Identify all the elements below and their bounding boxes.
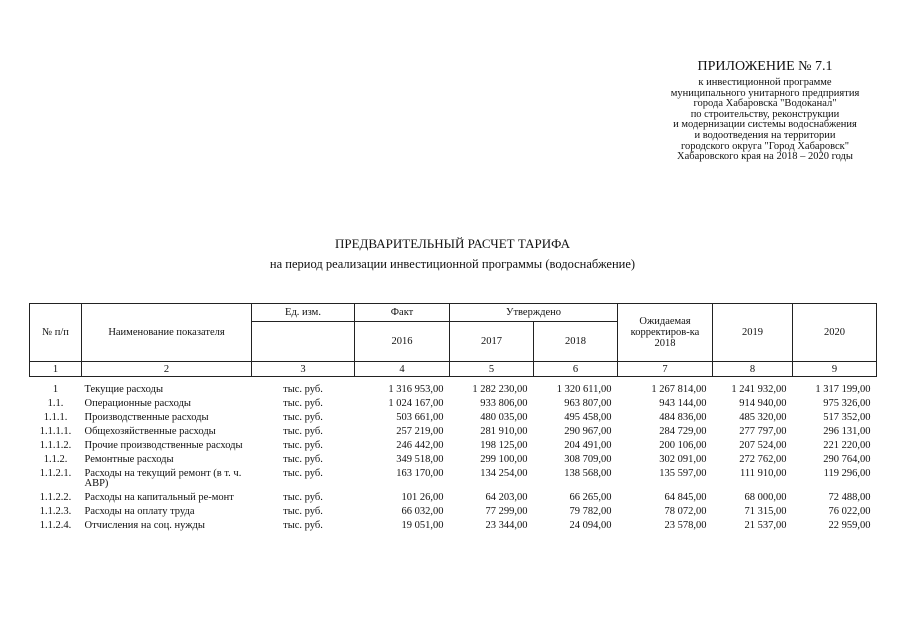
value-2019: 1 241 932,00	[731, 384, 787, 395]
document-subtitle: на период реализации инвестиционной программы (водоснабжение)	[269, 257, 636, 271]
value-2019: 111 910,00	[740, 468, 787, 479]
column-number: 4	[355, 362, 450, 377]
column-number-row	[30, 362, 877, 377]
value-2020: 1 317 199,00	[815, 384, 871, 395]
value-fact-2016: 66 032,00	[401, 506, 444, 517]
header-unit-empty	[252, 322, 355, 362]
value-expected-2018: 484 836,00	[659, 412, 707, 423]
value-fact-2016: 163 170,00	[396, 468, 444, 479]
row-name: Расходы на текущий ремонт (в т. ч. АВР)	[84, 468, 242, 489]
value-expected-2018: 78 072,00	[664, 506, 707, 517]
appendix-line: муниципального унитарного предприятия	[670, 87, 860, 99]
value-2020: 119 296,00	[823, 468, 871, 479]
value-2020: 975 326,00	[823, 398, 871, 409]
value-2020: 296 131,00	[823, 426, 871, 437]
table-row	[30, 377, 877, 398]
value-expected-2018: 23 578,00	[664, 520, 707, 531]
value-2019: 68 000,00	[744, 492, 787, 503]
value-2019: 71 315,00	[744, 506, 787, 517]
value-2019: 277 797,00	[739, 426, 787, 437]
column-number: 9	[793, 362, 877, 377]
value-approved-2018: 290 967,00	[564, 426, 612, 437]
value-approved-2018: 1 320 611,00	[556, 384, 612, 395]
header-fact: Факт	[355, 304, 450, 322]
row-name: Общехозяйственные расходы	[84, 426, 216, 437]
row-unit: тыс. руб.	[283, 412, 323, 423]
table-header	[30, 304, 877, 377]
appendix-line: городского округа "Город Хабаровск"	[680, 140, 850, 152]
header-approved-2018: 2018	[534, 322, 618, 362]
value-fact-2016: 19 051,00	[401, 520, 444, 531]
value-approved-2018: 138 568,00	[564, 468, 612, 479]
value-fact-2016: 246 442,00	[396, 440, 444, 451]
appendix-line: к инвестиционной программе	[698, 77, 832, 88]
column-number: 2	[82, 362, 252, 377]
column-number: 3	[252, 362, 355, 377]
row-unit: тыс. руб.	[283, 454, 323, 465]
row-unit: тыс. руб.	[283, 398, 323, 409]
value-approved-2017: 281 910,00	[480, 426, 528, 437]
table-row	[30, 505, 877, 519]
column-number: 6	[534, 362, 618, 377]
value-2019: 207 524,00	[739, 440, 787, 451]
header-2020: 2020	[793, 304, 877, 362]
value-2019: 272 762,00	[739, 454, 787, 465]
row-number: 1.1.2.2.	[39, 492, 72, 503]
table-row	[30, 491, 877, 505]
row-name: Отчисления на соц. нужды	[84, 520, 205, 531]
value-2020: 72 488,00	[828, 492, 871, 503]
column-number: 1	[30, 362, 82, 377]
header-approved: Утверждено	[450, 304, 618, 322]
value-approved-2017: 299 100,00	[480, 454, 528, 465]
header-2019: 2019	[713, 304, 793, 362]
value-approved-2018: 308 709,00	[564, 454, 612, 465]
table-row	[30, 439, 877, 453]
value-expected-2018: 135 597,00	[659, 468, 707, 479]
value-approved-2018: 79 782,00	[569, 506, 612, 517]
row-name: Расходы на оплату труда	[84, 506, 195, 517]
header-approved-2017: 2017	[450, 322, 534, 362]
value-approved-2018: 495 458,00	[564, 412, 612, 423]
value-fact-2016: 349 518,00	[396, 454, 444, 465]
value-approved-2017: 134 254,00	[480, 468, 528, 479]
appendix-line: и водоотведения на территории	[694, 129, 836, 141]
header-name: Наименование показателя	[82, 304, 252, 362]
header-fact-2016: 2016	[355, 322, 450, 362]
row-name: Операционные расходы	[84, 398, 191, 409]
value-2020: 517 352,00	[823, 412, 871, 423]
row-number: 1.1.1.1.	[39, 426, 72, 437]
table-row	[30, 453, 877, 467]
row-name: Производственные расходы	[84, 412, 209, 423]
value-expected-2018: 200 106,00	[659, 440, 707, 451]
appendix-line: Хабаровского края на 2018 – 2020 годы	[677, 151, 853, 163]
row-number: 1.1.2.1.	[39, 468, 72, 479]
value-approved-2018: 204 491,00	[564, 440, 612, 451]
value-2019: 914 940,00	[739, 398, 787, 409]
value-2020: 290 764,00	[823, 454, 871, 465]
value-2020: 22 959,00	[828, 520, 871, 531]
value-expected-2018: 943 144,00	[659, 398, 707, 409]
header-num: № п/п	[30, 304, 82, 362]
table-row	[30, 467, 877, 491]
appendix-line: и модернизации системы водоснабжения	[673, 119, 857, 131]
header-expected: Ожидаемая корректиров-ка 2018	[618, 304, 713, 362]
appendix-title: ПРИЛОЖЕНИЕ № 7.1	[697, 59, 833, 74]
row-name: Прочие производственные расходы	[84, 440, 243, 451]
value-approved-2018: 66 265,00	[569, 492, 612, 503]
document-title: ПРЕДВАРИТЕЛЬНЫЙ РАСЧЕТ ТАРИФА	[334, 236, 570, 251]
value-approved-2018: 24 094,00	[569, 520, 612, 531]
value-approved-2017: 23 344,00	[485, 520, 528, 531]
value-fact-2016: 257 219,00	[396, 426, 444, 437]
row-name: Расходы на капитальный ре-монт	[84, 492, 234, 503]
value-2019: 485 320,00	[739, 412, 787, 423]
row-unit: тыс. руб.	[283, 492, 323, 503]
value-2020: 221 220,00	[823, 440, 871, 451]
column-number: 7	[618, 362, 713, 377]
tariff-table	[29, 303, 877, 533]
row-number: 1.1.1.2.	[39, 440, 72, 451]
value-2019: 21 537,00	[744, 520, 787, 531]
row-unit: тыс. руб.	[283, 506, 323, 517]
row-unit: тыс. руб.	[283, 440, 323, 451]
row-number: 1.1.2.4.	[39, 520, 72, 531]
value-fact-2016: 1 024 167,00	[388, 398, 444, 409]
value-approved-2017: 933 806,00	[480, 398, 528, 409]
column-number: 5	[450, 362, 534, 377]
row-unit: тыс. руб.	[283, 468, 323, 479]
value-approved-2017: 77 299,00	[485, 506, 528, 517]
header-unit: Ед. изм.	[252, 304, 355, 322]
row-number: 1.1.2.	[43, 454, 68, 465]
table-body	[30, 377, 877, 534]
row-number: 1.1.2.3.	[39, 506, 72, 517]
value-approved-2018: 963 807,00	[564, 398, 612, 409]
value-approved-2017: 64 203,00	[485, 492, 528, 503]
table-row	[30, 519, 877, 533]
value-expected-2018: 302 091,00	[659, 454, 707, 465]
row-unit: тыс. руб.	[283, 426, 323, 437]
table-row	[30, 397, 877, 411]
value-expected-2018: 1 267 814,00	[651, 384, 707, 395]
value-approved-2017: 480 035,00	[480, 412, 528, 423]
row-unit: тыс. руб.	[283, 520, 323, 531]
value-fact-2016: 503 661,00	[396, 412, 444, 423]
appendix-line: по строительству, реконструкции	[690, 108, 840, 120]
table-row	[30, 425, 877, 439]
row-unit: тыс. руб.	[283, 384, 323, 395]
row-name: Текущие расходы	[84, 384, 163, 395]
row-number: 1	[52, 384, 59, 395]
value-expected-2018: 64 845,00	[664, 492, 707, 503]
row-number: 1.1.1.	[43, 412, 68, 423]
table-row	[30, 411, 877, 425]
appendix-line: города Хабаровска "Водоканал"	[693, 98, 837, 110]
value-expected-2018: 284 729,00	[659, 426, 707, 437]
value-2020: 76 022,00	[828, 506, 871, 517]
appendix-block	[560, 58, 905, 163]
column-number: 8	[713, 362, 793, 377]
row-name: Ремонтные расходы	[84, 454, 174, 465]
value-approved-2017: 198 125,00	[480, 440, 528, 451]
value-fact-2016: 101 26,00	[401, 492, 444, 503]
row-number: 1.1.	[47, 398, 64, 409]
value-fact-2016: 1 316 953,00	[388, 384, 444, 395]
value-approved-2017: 1 282 230,00	[472, 384, 528, 395]
